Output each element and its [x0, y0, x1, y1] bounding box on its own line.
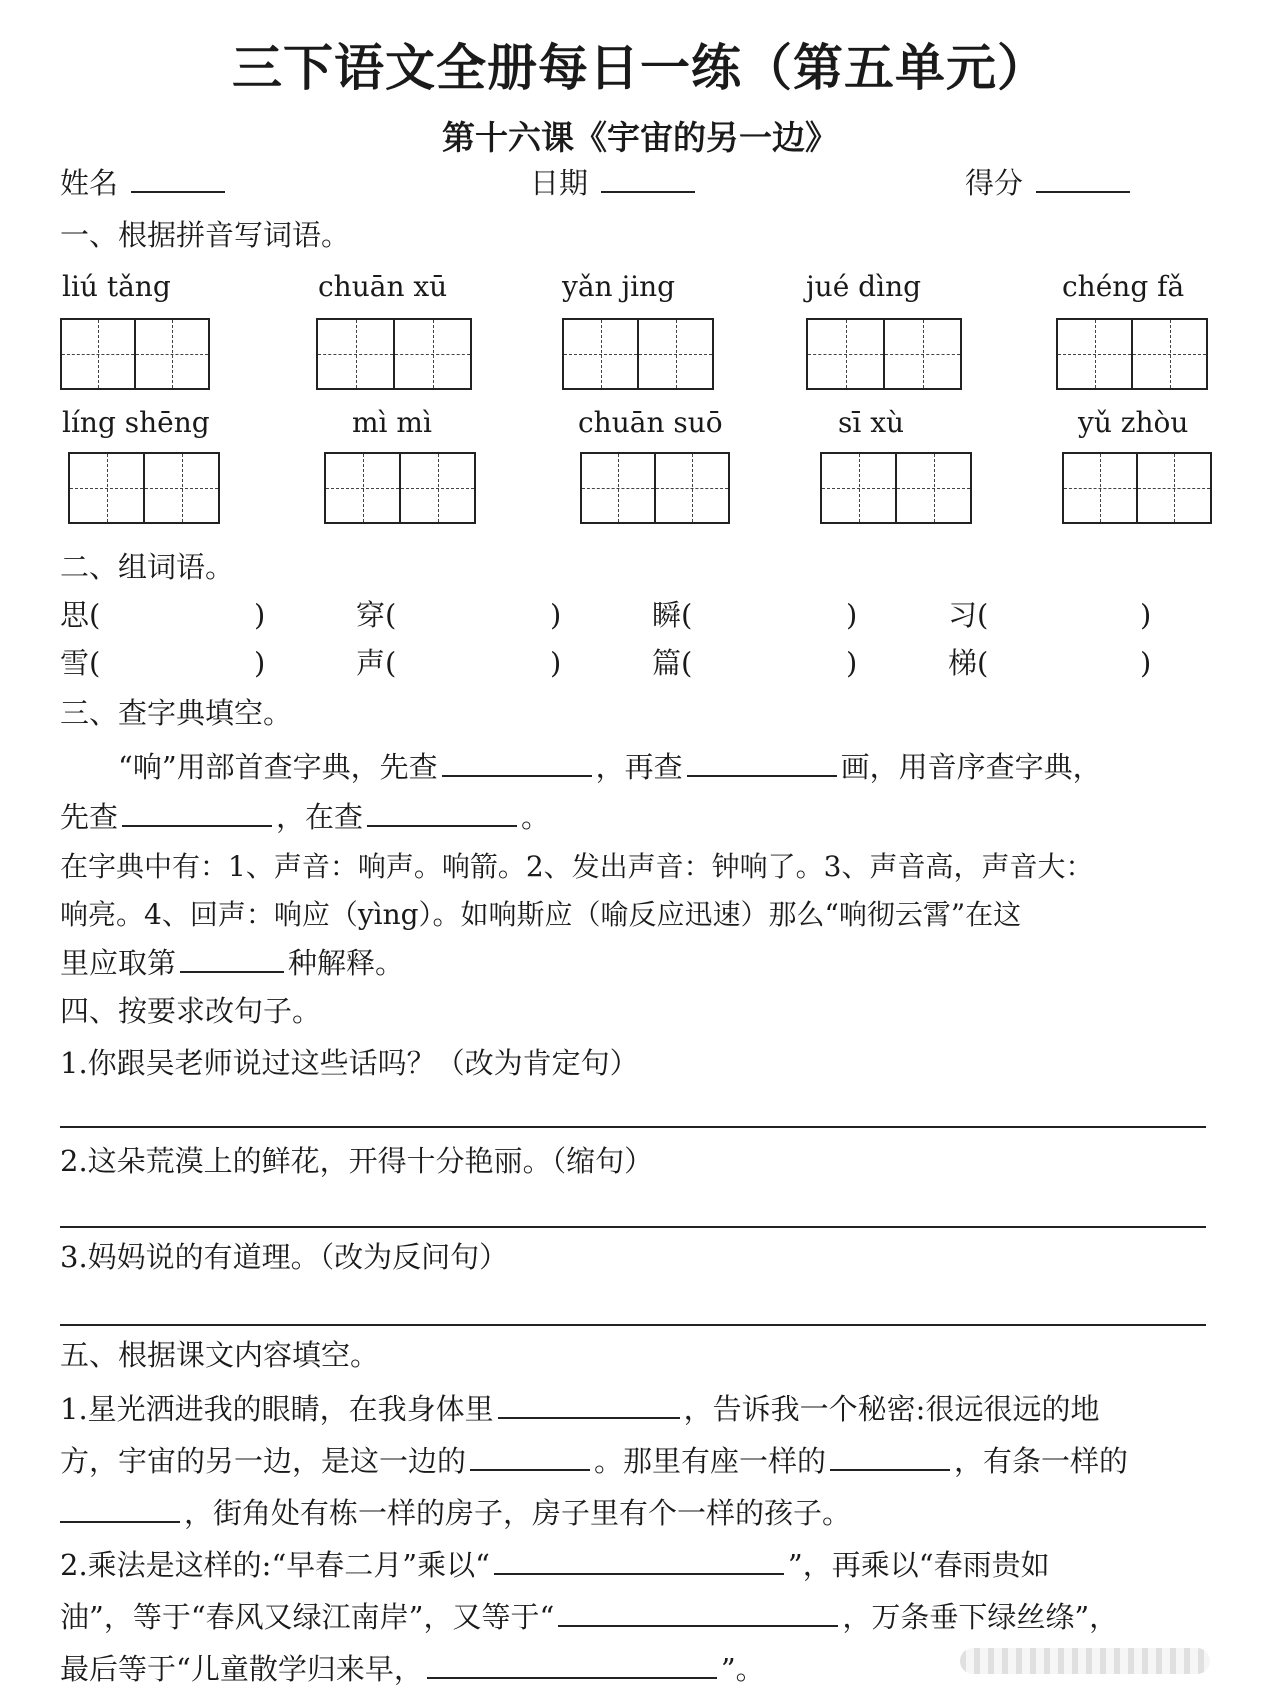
- dict-text: “响”用部首查字典，先查: [118, 750, 438, 784]
- fill-line: [60, 1600, 1118, 1635]
- fill-text: ”。: [720, 1652, 765, 1686]
- word-prompt: 梯(: [948, 646, 989, 680]
- dict-line-1: [118, 750, 1102, 785]
- tianzige-grid[interactable]: [60, 318, 210, 390]
- dict-text: 种解释。: [288, 946, 405, 980]
- fill-text: ，街角处有栋一样的房子，房子里有个一样的孩子。: [184, 1496, 852, 1530]
- fill-text: 最后等于“儿童散学归来早，: [60, 1652, 423, 1686]
- section2-heading: 二、组词语。: [60, 550, 235, 584]
- word-prompt: 瞬(: [652, 598, 693, 632]
- watermark-strip: [960, 1648, 1210, 1674]
- pinyin-label: jué dìng: [806, 270, 922, 303]
- fill-line: [60, 1392, 1099, 1427]
- lesson-subtitle: 第十六课《宇宙的另一边》: [442, 118, 838, 157]
- answer-line[interactable]: [60, 1324, 1206, 1326]
- tianzige-grid[interactable]: [1062, 452, 1212, 524]
- dict-text: 画，用音序查字典，: [840, 750, 1102, 784]
- paren-close: ): [550, 598, 562, 632]
- fill-text: ，告诉我一个秘密:很远很远的地: [683, 1392, 1100, 1426]
- word-prompt: 雪(: [60, 646, 101, 680]
- fill-text: ，万条垂下绿丝绦”，: [842, 1600, 1119, 1634]
- answer-blank[interactable]: [442, 774, 592, 777]
- pinyin-label: chuān xū: [318, 270, 448, 303]
- page-title: 三下语文全册每日一练（第五单元）: [232, 39, 1048, 97]
- paren-close: ): [846, 598, 858, 632]
- word-prompt: 声(: [356, 646, 397, 680]
- paren-close: ): [254, 646, 266, 680]
- pinyin-label: yǔ zhòu: [1078, 406, 1189, 439]
- tianzige-grid[interactable]: [316, 318, 472, 390]
- answer-blank[interactable]: [367, 824, 517, 827]
- answer-line[interactable]: [60, 1226, 1206, 1228]
- fill-line: [60, 1652, 765, 1687]
- pinyin-label: chéng fǎ: [1062, 270, 1185, 303]
- fill-line: [60, 1444, 1128, 1479]
- tianzige-grid[interactable]: [324, 452, 476, 524]
- dict-text: 里应取第: [60, 946, 177, 980]
- word-prompt: 穿(: [356, 598, 397, 632]
- name-blank[interactable]: [131, 190, 225, 193]
- tianzige-grid[interactable]: [1056, 318, 1208, 390]
- answer-line[interactable]: [60, 1126, 1206, 1128]
- answer-blank[interactable]: [558, 1624, 838, 1627]
- tianzige-grid[interactable]: [806, 318, 962, 390]
- dict-text: 。: [521, 800, 551, 834]
- answer-blank[interactable]: [470, 1468, 590, 1471]
- dict-line-3: 在字典中有：1、声音：响声。响箭。2、发出声音：钟响了。3、声音高，声音大：: [60, 850, 1094, 883]
- tianzige-grid[interactable]: [820, 452, 972, 524]
- date-blank[interactable]: [601, 190, 695, 193]
- tianzige-grid[interactable]: [580, 452, 730, 524]
- fill-line: [60, 1496, 851, 1531]
- date-label: 日期: [530, 166, 589, 200]
- word-prompt: 习(: [948, 598, 989, 632]
- dict-line-2: [60, 800, 550, 835]
- pinyin-label: sī xù: [838, 406, 905, 439]
- dict-line-4: 响亮。4、回声：响应（yìng）。如响斯应（喻反应迅速）那么“响彻云霄”在这: [60, 898, 1022, 931]
- score-label: 得分: [965, 166, 1024, 200]
- question-3: 3.妈妈说的有道理。（改为反问句）: [60, 1240, 509, 1274]
- section3-heading: 三、查字典填空。: [60, 696, 293, 730]
- question-2: 2.这朵荒漠上的鲜花，开得十分艳丽。（缩句）: [60, 1144, 654, 1178]
- question-1: 1.你跟吴老师说过这些话吗？（改为肯定句）: [60, 1046, 639, 1080]
- fill-line: [60, 1548, 1050, 1583]
- date-field: [530, 166, 699, 201]
- fill-text: 。那里有座一样的: [594, 1444, 827, 1478]
- fill-text: 1.星光洒进我的眼睛，在我身体里: [60, 1392, 494, 1426]
- fill-text: ”，再乘以“春雨贵如: [787, 1548, 1050, 1582]
- pinyin-label: chuān suō: [578, 406, 723, 439]
- section4-heading: 四、按要求改句子。: [60, 994, 322, 1028]
- word-prompt: 思(: [60, 598, 101, 632]
- dict-text: ，在查: [276, 800, 364, 834]
- dict-line-5: [60, 946, 404, 981]
- paren-close: ): [550, 646, 562, 680]
- pinyin-label: liú tǎng: [62, 270, 171, 303]
- answer-blank[interactable]: [122, 824, 272, 827]
- answer-blank[interactable]: [60, 1520, 180, 1523]
- fill-text: 油”，等于“春风又绿江南岸”，又等于“: [60, 1600, 555, 1634]
- paren-close: ): [254, 598, 266, 632]
- section5-heading: 五、根据课文内容填空。: [60, 1338, 380, 1372]
- score-blank[interactable]: [1036, 190, 1130, 193]
- answer-blank[interactable]: [830, 1468, 950, 1471]
- section1-heading: 一、根据拼音写词语。: [60, 218, 351, 252]
- answer-blank[interactable]: [494, 1572, 784, 1575]
- answer-blank[interactable]: [427, 1676, 717, 1679]
- fill-text: 方，宇宙的另一边，是这一边的: [60, 1444, 467, 1478]
- paren-close: ): [1140, 598, 1152, 632]
- paren-close: ): [846, 646, 858, 680]
- answer-blank[interactable]: [687, 774, 837, 777]
- paren-close: ): [1140, 646, 1152, 680]
- tianzige-grid[interactable]: [68, 452, 220, 524]
- fill-text: 2.乘法是这样的:“早春二月”乘以“: [60, 1548, 490, 1582]
- fill-text: ，有条一样的: [954, 1444, 1129, 1478]
- pinyin-label: líng shēng: [62, 406, 210, 439]
- pinyin-label: mì mì: [352, 406, 432, 439]
- tianzige-grid[interactable]: [562, 318, 714, 390]
- word-prompt: 篇(: [652, 646, 693, 680]
- name-field: [60, 166, 229, 201]
- answer-blank[interactable]: [498, 1416, 680, 1419]
- answer-blank[interactable]: [180, 970, 284, 973]
- name-label: 姓名: [60, 166, 119, 200]
- dict-text: 先查: [60, 800, 119, 834]
- score-field: [965, 166, 1134, 201]
- pinyin-label: yǎn jing: [562, 270, 676, 303]
- dict-text: ，再查: [595, 750, 683, 784]
